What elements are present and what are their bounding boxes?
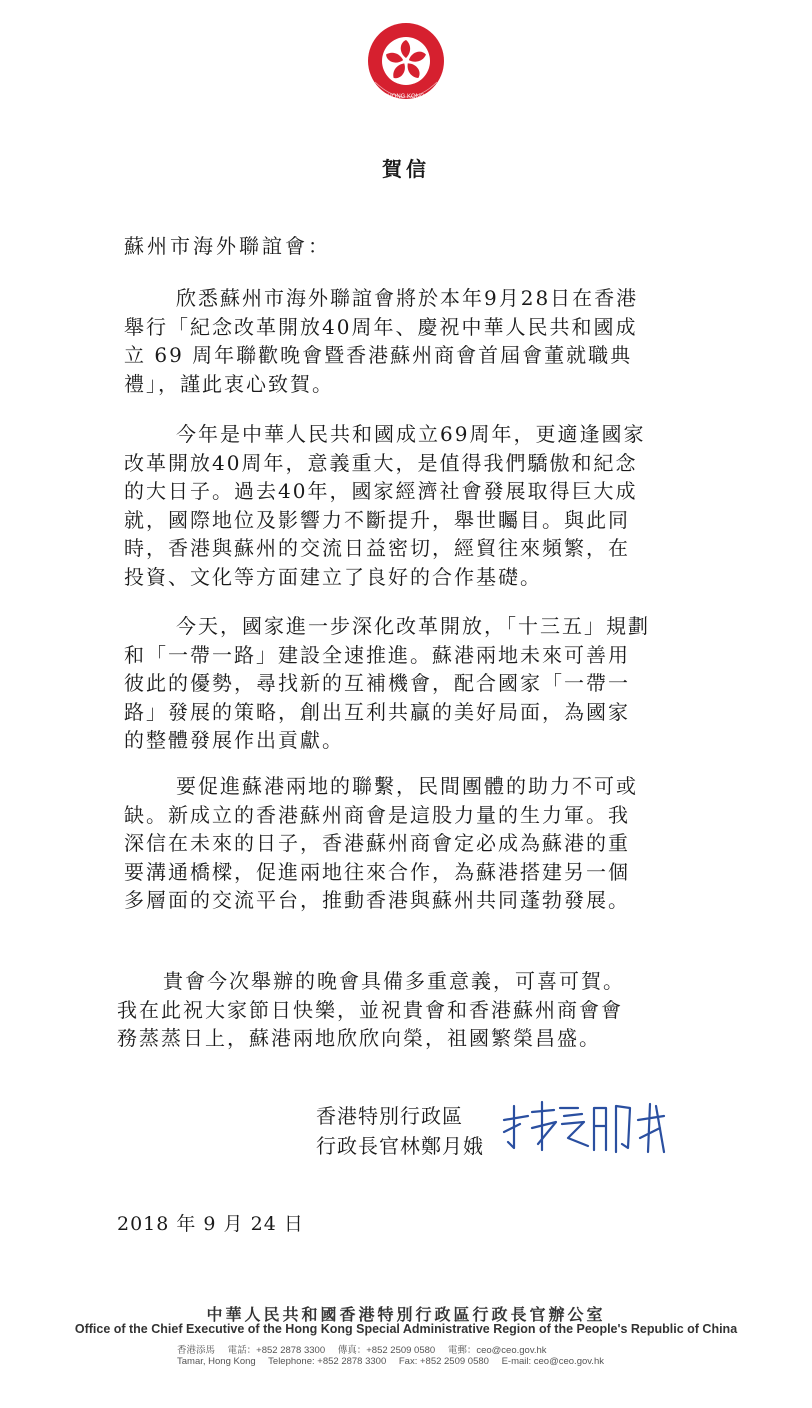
paragraph-line: 我在此祝大家節日快樂，並祝貴會和香港蘇州商會會 xyxy=(117,997,623,1022)
paragraph-line: 立 69 周年聯歡晚會暨香港蘇州商會首屆會董就職典 xyxy=(124,343,633,367)
footer-fax: 傳真：+852 2509 0580 xyxy=(337,1345,436,1356)
footer-office-en: Office of the Chief Executive of the Hong Kong Special Administrative Region of the People's Republic of China xyxy=(74,1322,738,1336)
paragraph-line: 禮」，謹此衷心致賀。 xyxy=(124,371,334,396)
paragraph-3 xyxy=(124,612,682,755)
salutation: 蘇州市海外聯誼會： xyxy=(124,234,331,258)
paragraph-line: 貴會今次舉辦的晚會具備多重意義，可喜可賀。 xyxy=(163,969,625,993)
paragraph-line: 投資、文化等方面建立了良好的合作基礎。 xyxy=(124,564,542,589)
paragraph-1 xyxy=(124,284,682,398)
paragraph-line: 深信在未來的日子，香港蘇州商會定必成為蘇港的重 xyxy=(124,831,630,855)
paragraph-line: 多層面的交流平台，推動香港與蘇州共同蓬勃發展。 xyxy=(124,888,630,912)
hong-kong-emblem-icon xyxy=(365,20,447,106)
paragraph-line: 今年是中華人民共和國成立69周年，更適逢國家 xyxy=(176,422,646,446)
footer-fax: Fax: +852 2509 0580 xyxy=(398,1356,489,1367)
footer-contact-cn xyxy=(177,1342,557,1356)
footer-office-cn: 中華人民共和國香港特別行政區行政長官辦公室 xyxy=(206,1305,606,1324)
footer-telephone: 電話：+852 2878 3300 xyxy=(227,1345,326,1356)
paragraph-line: 務蒸蒸日上，蘇港兩地欣欣向榮，祖國繁榮昌盛。 xyxy=(117,1026,601,1050)
handwritten-signature-icon xyxy=(498,1098,668,1162)
paragraph-line: 缺。新成立的香港蘇州商會是這股力量的生力軍。我 xyxy=(124,802,630,827)
emblem-ring-text: HONG KONG xyxy=(387,94,425,100)
paragraph-line: 的大日子。過去40年，國家經濟社會發展取得巨大成 xyxy=(124,479,638,503)
footer-address: Tamar, Hong Kong xyxy=(177,1356,256,1367)
paragraph-line: 就，國際地位及影響力不斷提升，舉世矚目。與此同 xyxy=(124,507,630,532)
footer-email[interactable]: 電郵：ceo@ceo.gov.hk xyxy=(447,1345,547,1356)
paragraph-4 xyxy=(124,772,682,915)
paragraph-line: 和「一帶一路」建設全速推進。蘇港兩地未來可善用 xyxy=(124,642,630,667)
paragraph-line: 要促進蘇港兩地的聯繫，民間團體的助力不可或 xyxy=(176,774,638,798)
signoff-name: 行政長官林鄭月娥 xyxy=(316,1134,484,1158)
footer-address: 香港添馬 xyxy=(177,1345,216,1356)
signoff-organization: 香港特別行政區 xyxy=(316,1104,463,1128)
footer-contact-en xyxy=(177,1356,614,1367)
paragraph-5 xyxy=(117,967,687,1053)
paragraph-2 xyxy=(124,420,682,591)
footer-email[interactable]: E-mail: ceo@ceo.gov.hk xyxy=(501,1356,604,1367)
paragraph-line: 舉行「紀念改革開放40周年、慶祝中華人民共和國成 xyxy=(124,314,638,339)
paragraph-line: 彼此的優勢，尋找新的互補機會，配合國家「一帶一 xyxy=(124,671,630,695)
letter-date: 2018 年 9 月 24 日 xyxy=(117,1213,304,1235)
paragraph-line: 今天，國家進一步深化改革開放，「十三五」規劃 xyxy=(176,614,650,638)
footer-telephone: Telephone: +852 2878 3300 xyxy=(268,1356,387,1367)
letter-title: 賀信 xyxy=(382,157,430,181)
paragraph-line: 改革開放40周年，意義重大，是值得我們驕傲和紀念 xyxy=(124,450,638,475)
paragraph-line: 路」發展的策略，創出互利共贏的美好局面，為國家 xyxy=(124,699,630,724)
paragraph-line: 欣悉蘇州市海外聯誼會將於本年9月28日在香港 xyxy=(176,286,639,310)
paragraph-line: 的整體發展作出貢獻。 xyxy=(124,728,344,752)
paragraph-line: 要溝通橋樑，促進兩地往來合作，為蘇港搭建另一個 xyxy=(124,859,630,884)
paragraph-line: 時，香港與蘇州的交流日益密切，經貿往來頻繁，在 xyxy=(124,536,630,560)
